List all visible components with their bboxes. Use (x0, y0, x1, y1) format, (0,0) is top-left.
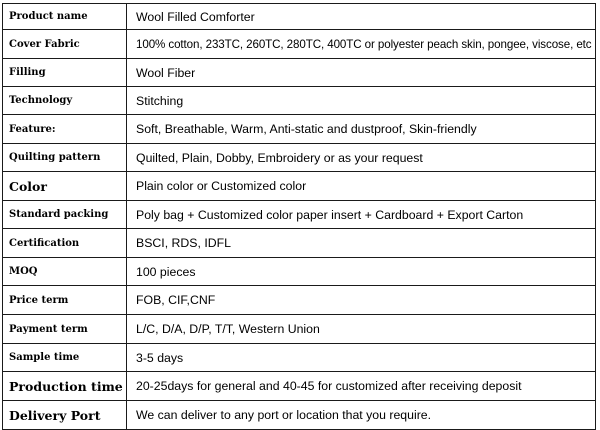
table-row (3, 201, 596, 229)
row-value: BSCI, RDS, IDFL (127, 229, 596, 258)
row-label: Production time (3, 372, 127, 401)
row-label: Payment term (3, 315, 127, 344)
row-label: Delivery Port (3, 401, 127, 430)
table-row (3, 229, 596, 258)
table-row (3, 344, 596, 372)
product-spec-table (2, 3, 596, 430)
table-row (3, 144, 596, 172)
row-value: Wool Filled Comforter (127, 4, 596, 30)
row-label: Certification (3, 229, 127, 258)
table-row (3, 372, 596, 401)
row-value: Wool Fiber (127, 59, 596, 87)
row-label: Cover Fabric (3, 30, 127, 59)
row-label: Technology (3, 87, 127, 115)
row-value: L/C, D/A, D/P, T/T, Western Union (127, 315, 596, 344)
row-label: MOQ (3, 258, 127, 286)
row-value: 3-5 days (127, 344, 596, 372)
table-row (3, 30, 596, 59)
row-value: 100 pieces (127, 258, 596, 286)
table-row (3, 401, 596, 430)
table-row (3, 59, 596, 87)
row-value: Poly bag + Customized color paper insert + Cardboard + Export Carton (127, 201, 596, 229)
row-label: Price term (3, 286, 127, 315)
row-label: Feature: (3, 115, 127, 144)
row-value: 20-25days for general and 40-45 for customized after receiving deposit (127, 372, 596, 401)
table-row (3, 315, 596, 344)
row-value: Soft, Breathable, Warm, Anti-static and dustproof, Skin-friendly (127, 115, 596, 144)
table-row (3, 4, 596, 30)
row-value: We can deliver to any port or location that you require. (127, 401, 596, 430)
row-label: Color (3, 172, 127, 201)
row-label: Quilting pattern (3, 144, 127, 172)
row-value: Plain color or Customized color (127, 172, 596, 201)
table-row (3, 87, 596, 115)
table-row (3, 286, 596, 315)
row-value: Quilted, Plain, Dobby, Embroidery or as your request (127, 144, 596, 172)
table-row (3, 115, 596, 144)
table-row (3, 258, 596, 286)
row-label: Product name (3, 4, 127, 30)
row-value: FOB, CIF,CNF (127, 286, 596, 315)
row-value: 100% cotton, 233TC, 260TC, 280TC, 400TC or polyester peach skin, pongee, viscose, etc (127, 30, 596, 59)
row-value: Stitching (127, 87, 596, 115)
row-label: Standard packing (3, 201, 127, 229)
table-row (3, 172, 596, 201)
row-label: Sample time (3, 344, 127, 372)
row-label: Filling (3, 59, 127, 87)
